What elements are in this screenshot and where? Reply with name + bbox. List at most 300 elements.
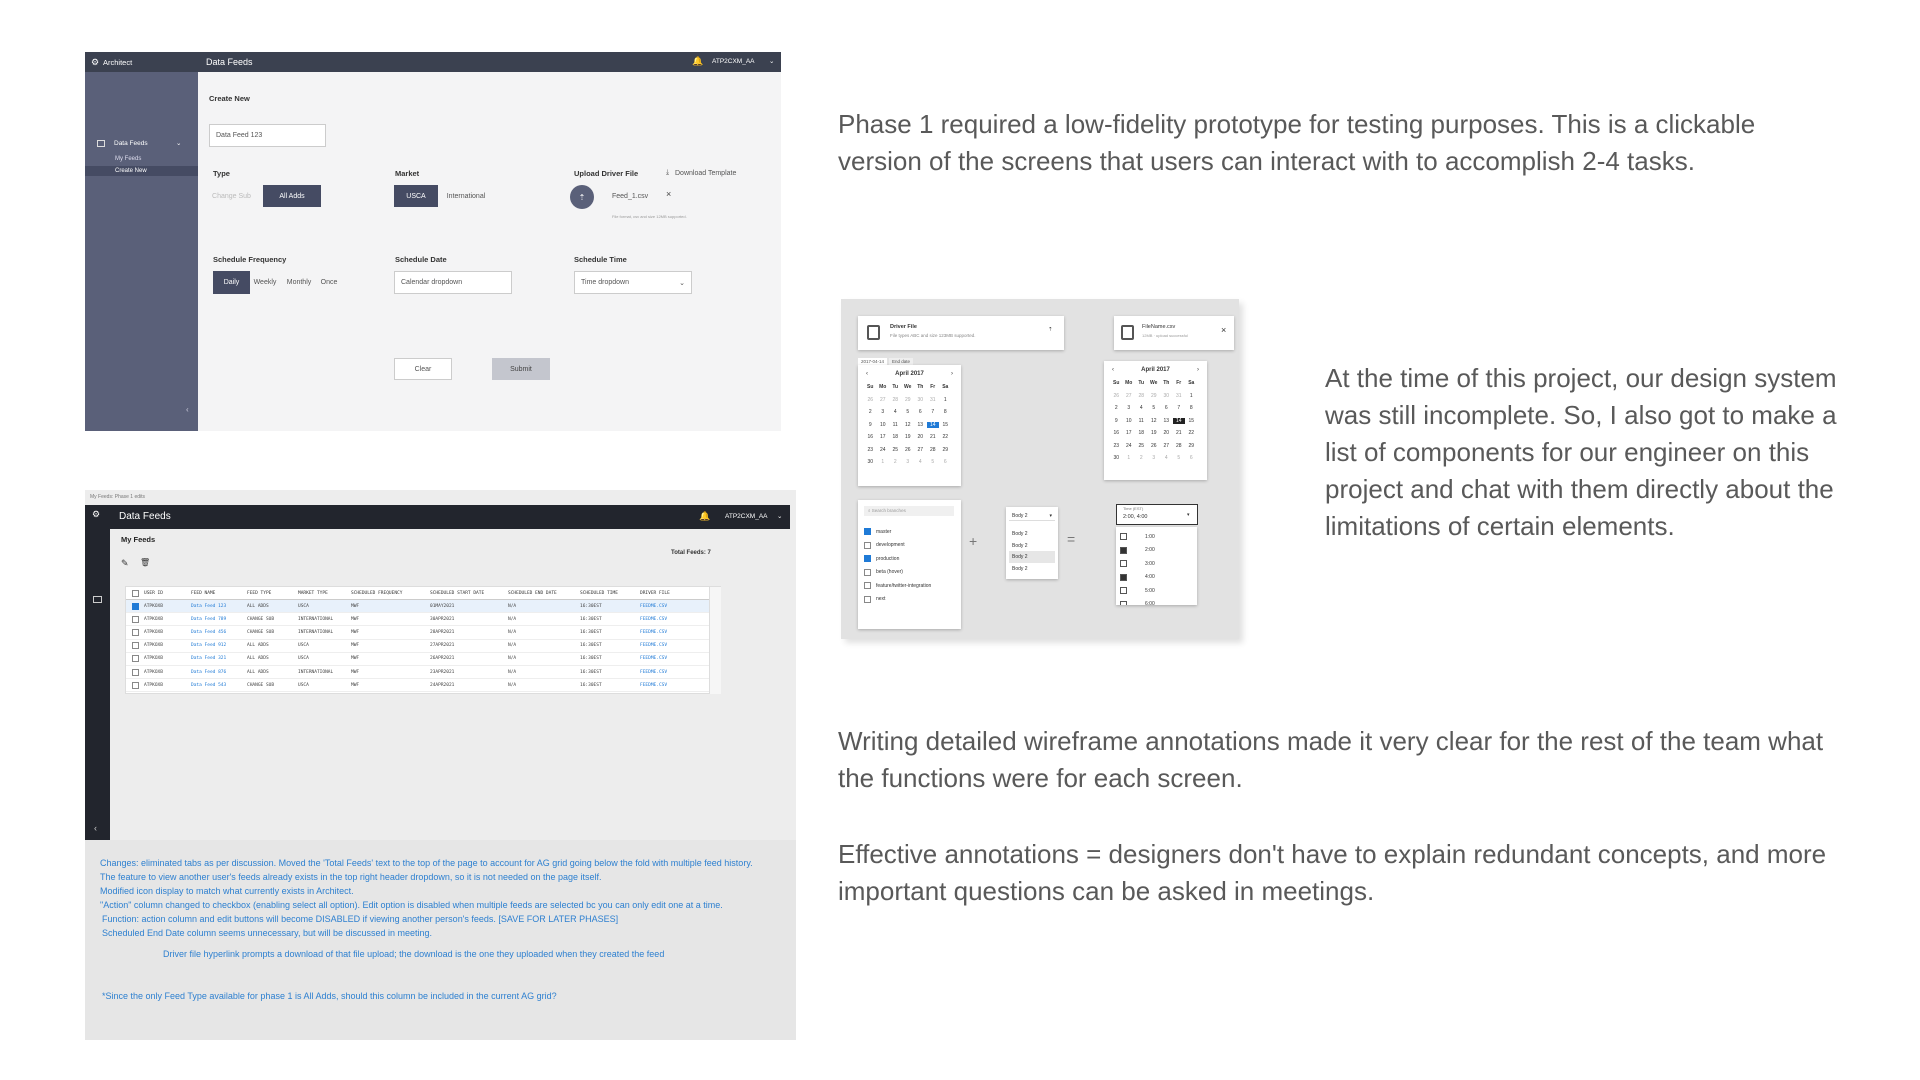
calendar-day[interactable]: 23	[1113, 442, 1120, 449]
time-label: Time (EST)	[1123, 506, 1144, 511]
calendar-day[interactable]: 3	[881, 409, 885, 416]
col-user-id[interactable]: USER ID	[144, 590, 163, 596]
feed-name-link[interactable]: Data Feed 123	[191, 603, 227, 609]
calendar-day[interactable]: 15	[942, 421, 949, 428]
weekday-label: Sa	[1188, 380, 1195, 387]
page-title: Data Feeds	[206, 57, 253, 67]
time-option[interactable]	[1120, 557, 1155, 571]
table-cell: USCA	[298, 656, 309, 662]
bell-icon[interactable]: 🔔	[699, 511, 711, 521]
tab-start-date[interactable]: 2017-04-14	[858, 358, 887, 365]
table-cell: MWF	[351, 629, 360, 635]
calendar-day[interactable]: 18	[1138, 430, 1145, 437]
page-title: Data Feeds	[119, 511, 171, 522]
table-cell: MWF	[351, 682, 360, 688]
time-select[interactable]	[1116, 504, 1198, 525]
chevron-down-icon: ⌄	[679, 279, 685, 287]
close-icon[interactable]: ×	[666, 189, 672, 199]
row-checkbox[interactable]	[132, 642, 139, 649]
table-cell: INTERNATIONAL	[298, 629, 334, 635]
table-cell: 16:30EST	[580, 616, 602, 622]
calendar-day[interactable]: 28	[1175, 442, 1182, 449]
annotation: "Action" column changed to checkbox (enabling select all option). Edit option is disabled when multiple feeds are selected bc you can only edit one at a time.	[100, 900, 723, 910]
type-label: Type	[213, 169, 230, 178]
card-title: Driver File	[890, 324, 917, 330]
calendar-day[interactable]: 21	[1175, 430, 1182, 437]
download-template-link[interactable]: Download Template	[675, 170, 737, 177]
row-checkbox[interactable]	[132, 603, 139, 610]
weekday-label: Sa	[942, 384, 949, 391]
sidebar-item-create-new[interactable]	[85, 166, 198, 176]
calendar-day[interactable]: 2	[1139, 455, 1143, 462]
sidebar-item-label: Create New	[115, 168, 147, 174]
sidebar	[85, 505, 110, 840]
calendar-day[interactable]: 4	[1139, 405, 1143, 412]
table-cell: 16:30EST	[580, 669, 602, 675]
calendar-day[interactable]: 6	[943, 459, 947, 466]
row-checkbox[interactable]	[132, 682, 139, 689]
calendar-day[interactable]: 19	[904, 434, 911, 441]
row-checkbox[interactable]	[132, 616, 139, 623]
prev-month-icon[interactable]: ‹	[866, 371, 868, 377]
frequency-label: Schedule Frequency	[213, 255, 287, 264]
close-icon[interactable]: ×	[1221, 325, 1227, 335]
driver-file-link[interactable]: FEEDME.CSV	[640, 682, 668, 688]
chevron-down-icon[interactable]: ⌄	[769, 58, 775, 65]
table-cell: 30APR2021	[430, 616, 455, 622]
calendar-day[interactable]: 5	[931, 459, 935, 466]
branch-item[interactable]	[864, 593, 931, 607]
schedule-time-dropdown[interactable]	[574, 271, 692, 294]
type-change-sub[interactable]: Change Sub	[212, 192, 251, 200]
page-heading: My Feeds	[121, 535, 156, 544]
calendar-day[interactable]: 24	[879, 446, 886, 453]
month-label: April 2017	[895, 371, 924, 377]
chevron-down-icon[interactable]: ⌄	[777, 513, 783, 520]
tab-end-date[interactable]: End date	[889, 358, 913, 365]
file-icon	[867, 325, 880, 340]
col-start-date[interactable]: SCHEDULED START DATE	[430, 590, 485, 596]
chevron-down-icon[interactable]: ⌄	[176, 140, 182, 147]
driver-file-card	[858, 316, 1064, 350]
time-value: 2:00, 4:00	[1123, 514, 1148, 520]
calendar-day[interactable]: 27	[1163, 442, 1170, 449]
calendar-day[interactable]: 13	[1163, 417, 1170, 424]
table-cell: ATPKOXB	[144, 603, 163, 609]
user-menu[interactable]: ATP2CXM_AA	[725, 513, 768, 520]
calendar-dark	[1104, 361, 1207, 480]
calendar-day[interactable]: 4	[1164, 455, 1168, 462]
table-cell: 01MAY2021	[430, 603, 455, 609]
file-icon	[1121, 325, 1134, 340]
select-all-checkbox[interactable]	[132, 590, 139, 597]
table-cell: ALL ADDS	[247, 669, 269, 675]
table-cell: ATPKOXB	[144, 669, 163, 675]
col-time[interactable]: SCHEDULED TIME	[580, 590, 618, 596]
branch-item[interactable]	[864, 566, 931, 580]
frequency-once[interactable]: Once	[320, 279, 338, 286]
month-label: April 2017	[1141, 367, 1170, 373]
sidebar-section[interactable]: Data Feeds	[114, 140, 148, 147]
row-checkbox[interactable]	[132, 629, 139, 636]
equals-sign: =	[1067, 531, 1076, 547]
table-row[interactable]	[126, 653, 720, 666]
feed-name-link[interactable]: Data Feed 456	[191, 629, 227, 635]
annotation: The feature to view another user's feeds already exists in the top right header dropdown, so it is not needed on the page itself.	[100, 872, 602, 882]
time-checkbox[interactable]	[1120, 547, 1127, 554]
top-bar	[85, 505, 790, 529]
calendar-day[interactable]: 4	[918, 459, 922, 466]
market-usca[interactable]: USCA	[394, 185, 438, 207]
table-cell: N/A	[508, 656, 517, 662]
table-cell: N/A	[508, 669, 517, 675]
calendar-day[interactable]: 1	[1127, 455, 1131, 462]
driver-file-link[interactable]: FEEDME.CSV	[640, 656, 668, 662]
calendar-day[interactable]: 1	[943, 396, 947, 403]
table-cell: ALL ADDS	[247, 656, 269, 662]
calendar-day[interactable]: 1	[881, 459, 885, 466]
calendar-day[interactable]: 10	[879, 421, 886, 428]
bell-icon[interactable]: 🔔	[692, 56, 704, 66]
calendar-day[interactable]: 22	[1188, 430, 1195, 437]
time-checkbox[interactable]	[1120, 587, 1127, 594]
calendar-day[interactable]: 24	[1125, 442, 1132, 449]
weekday-label: Th	[917, 384, 924, 391]
frequency-daily[interactable]: Daily	[213, 271, 250, 294]
branch-checkbox[interactable]	[864, 542, 871, 549]
branch-checkbox[interactable]	[864, 596, 871, 603]
search-placeholder: Search branches	[871, 508, 906, 513]
calendar-day[interactable]: 21	[929, 434, 936, 441]
weekday-label: Fr	[1176, 380, 1182, 387]
components-sheet	[841, 299, 1239, 639]
my-feeds-screenshot	[85, 490, 796, 840]
calendar-day[interactable]: 6	[918, 409, 922, 416]
annotation: *Since the only Feed Type available for phase 1 is All Adds, should this column be included in the current AG grid?	[102, 991, 557, 1001]
col-end-date[interactable]: SCHEDULED END DATE	[508, 590, 557, 596]
table-cell: N/A	[508, 616, 517, 622]
calendar-day[interactable]: 14	[927, 422, 940, 428]
table-cell: 23APR2021	[430, 669, 455, 675]
branch-checkbox[interactable]	[864, 555, 871, 562]
time-checkbox[interactable]	[1120, 601, 1127, 605]
driver-file-link[interactable]: FEEDME.CSV	[640, 669, 668, 675]
grid-header	[126, 587, 720, 600]
weekday-label: Tu	[892, 384, 899, 391]
trash-icon[interactable]: 🗑	[140, 558, 151, 567]
table-cell: ATPKOXB	[144, 643, 163, 649]
calendar-day[interactable]: 5	[1177, 455, 1181, 462]
app-name: Architect	[103, 58, 133, 67]
calendar-day[interactable]: 3	[1152, 455, 1156, 462]
file-uploaded-card	[1114, 316, 1234, 350]
calendar-day[interactable]: 29	[1150, 392, 1157, 399]
calendar-day[interactable]: 30	[917, 396, 924, 403]
table-cell: USCA	[298, 682, 309, 688]
calendar-day[interactable]: 30	[1163, 392, 1170, 399]
weekday-label: Tu	[1138, 380, 1145, 387]
time-option[interactable]	[1120, 598, 1155, 606]
table-row[interactable]	[126, 679, 720, 692]
schedule-date-dropdown[interactable]: Calendar dropdown	[394, 271, 512, 294]
time-option[interactable]	[1120, 530, 1155, 544]
driver-file-link[interactable]: FEEDME.CSV	[640, 603, 668, 609]
calendar-day[interactable]: 14	[1173, 418, 1186, 424]
card-title: FileName.csv	[1142, 324, 1176, 330]
feed-name-link[interactable]: Data Feed 912	[191, 643, 227, 649]
calendar-day[interactable]: 16	[867, 434, 874, 441]
uploaded-file-name: Feed_1.csv	[612, 193, 649, 200]
calendar-day[interactable]: 6	[1164, 405, 1168, 412]
time-option-label: 6:00	[1145, 601, 1155, 605]
paragraph-phase1: Phase 1 required a low-fidelity prototype for testing purposes. This is a clickable version of the screens that users can interact with to accomplish 2-4 tasks.	[838, 109, 1756, 176]
market-international[interactable]: International	[446, 192, 486, 200]
card-sub: File types ABC and size 123MB supported.	[890, 333, 976, 338]
calendar-day[interactable]: 28	[929, 446, 936, 453]
screen-caption: My Feeds: Phase 1 edits	[90, 494, 146, 500]
col-feed-type[interactable]: FEED TYPE	[247, 590, 272, 596]
feeds-icon[interactable]	[93, 596, 102, 603]
calendar-day[interactable]: 2	[893, 459, 897, 466]
download-icon[interactable]: ⤓	[666, 169, 670, 176]
weekday-label: We	[1150, 380, 1158, 387]
weekday-label: We	[904, 384, 912, 391]
collapse-icon[interactable]: ‹	[186, 405, 189, 414]
calendar-day[interactable]: 19	[1150, 430, 1157, 437]
feed-name-input[interactable]: Data Feed 123	[209, 124, 326, 147]
calendar-day[interactable]: 12	[1150, 417, 1157, 424]
table-cell: N/A	[508, 643, 517, 649]
calendar-day[interactable]: 11	[892, 421, 898, 428]
upload-icon[interactable]: ⇡	[1048, 327, 1053, 333]
columns-tool-panel[interactable]	[709, 587, 721, 694]
sidebar-item-my-feeds[interactable]: My Feeds	[115, 156, 142, 162]
col-driver-file[interactable]: DRIVER FILE	[640, 590, 670, 596]
dropdown-options	[1009, 528, 1055, 574]
next-month-icon[interactable]: ›	[1197, 367, 1199, 373]
calendar-day[interactable]: 20	[1163, 430, 1170, 437]
calendar-day[interactable]: 8	[1189, 405, 1193, 412]
table-cell: ALL ADDS	[247, 643, 269, 649]
calendar-day[interactable]: 26	[867, 396, 874, 403]
feed-name-link[interactable]: Data Feed 321	[191, 656, 227, 662]
col-market-type[interactable]: MARKET TYPE	[298, 590, 328, 596]
calendar-day[interactable]: 31	[929, 396, 936, 403]
create-feed-screenshot	[85, 52, 781, 431]
calendar-day[interactable]: 29	[904, 396, 911, 403]
driver-file-link[interactable]: FEEDME.CSV	[640, 629, 668, 635]
branch-label: development	[876, 542, 905, 549]
time-option[interactable]	[1120, 584, 1155, 598]
upload-label: Upload Driver File	[574, 169, 639, 178]
table-cell: MWF	[351, 603, 360, 609]
calendar-day[interactable]: 15	[1188, 417, 1195, 424]
feed-name-link[interactable]: Data Feed 789	[191, 616, 227, 622]
top-bar	[85, 52, 781, 72]
row-checkbox[interactable]	[132, 669, 139, 676]
calendar-day[interactable]: 22	[942, 434, 949, 441]
calendar-day[interactable]: 25	[892, 446, 899, 453]
dropdown-value[interactable]	[1009, 510, 1055, 521]
calendar-day[interactable]: 25	[1138, 442, 1145, 449]
calendar-day[interactable]: 3	[906, 459, 910, 466]
calendar-day[interactable]: 17	[879, 434, 886, 441]
calendar-day[interactable]: 11	[1138, 417, 1144, 424]
table-row[interactable]	[126, 640, 720, 653]
time-option[interactable]	[1120, 571, 1155, 585]
table-cell: ATPKOXB	[144, 616, 163, 622]
upload-icon[interactable]: ⇡	[570, 185, 594, 209]
branch-list	[858, 500, 961, 629]
calendar-day[interactable]: 27	[1125, 392, 1132, 399]
calendar-day[interactable]: 9	[1114, 417, 1118, 424]
calendar-day[interactable]: 26	[904, 446, 911, 453]
annotation: Changes: eliminated tabs as per discussion. Moved the 'Total Feeds' text to the top of the page to account for AG grid going below the fold with multiple feed history.	[100, 858, 753, 868]
time-checkbox[interactable]	[1120, 574, 1127, 581]
time-option-label: 1:00	[1145, 533, 1155, 540]
calendar-day[interactable]: 20	[917, 434, 924, 441]
time-options	[1116, 527, 1197, 605]
calendar-day[interactable]: 2	[868, 409, 872, 416]
dropdown-option[interactable]: Body 2	[1012, 542, 1028, 549]
calendar-day[interactable]: 28	[1138, 392, 1145, 399]
weekday-label: Fr	[930, 384, 936, 391]
calendar-day[interactable]: 5	[1152, 405, 1156, 412]
submit-button[interactable]: Submit	[492, 358, 550, 380]
calendar-day[interactable]: 12	[904, 421, 911, 428]
calendar-day[interactable]: 5	[906, 409, 910, 416]
row-checkbox[interactable]	[132, 655, 139, 662]
next-month-icon[interactable]: ›	[951, 371, 953, 377]
caret-down-icon: ▾	[1049, 513, 1052, 519]
table-row[interactable]	[126, 600, 720, 613]
paragraph-annotations: Writing detailed wireframe annotations made it very clear for the rest of the team what the functions were for each screen.	[838, 726, 1824, 793]
table-cell: 16:30EST	[580, 682, 602, 688]
weekday-label: Mo	[1125, 380, 1133, 387]
weekday-label: Th	[1163, 380, 1170, 387]
calendar-day[interactable]: 7	[931, 409, 935, 416]
calendar-day[interactable]: 4	[893, 409, 897, 416]
calendar-day[interactable]: 10	[1125, 417, 1132, 424]
annotation: Modified icon display to match what currently exists in Architect.	[100, 886, 354, 896]
table-cell: MWF	[351, 643, 360, 649]
calendar-day[interactable]: 16	[1113, 430, 1120, 437]
calendar-day[interactable]: 23	[867, 446, 874, 453]
branch-checkbox[interactable]	[864, 582, 871, 589]
driver-file-link[interactable]: FEEDME.CSV	[640, 616, 668, 622]
time-option-list	[1120, 530, 1155, 605]
frequency-weekly[interactable]: Weekly	[253, 279, 277, 286]
col-feed-name[interactable]: FEED NAME	[191, 590, 216, 596]
feed-name-link[interactable]: Data Feed 876	[191, 669, 227, 675]
branch-item[interactable]	[864, 552, 931, 566]
calendar-day[interactable]: 27	[917, 446, 924, 453]
time-option-label: 2:00	[1145, 547, 1155, 554]
search-icon: ⌕	[868, 508, 871, 513]
page-heading: Create New	[209, 94, 250, 103]
type-all-adds[interactable]: All Adds	[263, 185, 321, 207]
calendar-day[interactable]: 26	[1113, 392, 1120, 399]
calendar-day[interactable]: 26	[1150, 442, 1157, 449]
time-checkbox[interactable]	[1120, 560, 1127, 567]
table-row[interactable]	[126, 626, 720, 639]
paragraph-effective: Effective annotations = designers don't have to explain redundant concepts, and more important questions can be asked in meetings.	[838, 839, 1827, 906]
prev-month-icon[interactable]: ‹	[1112, 367, 1114, 373]
branch-checkbox[interactable]	[864, 569, 871, 576]
annotation: Scheduled End Date column seems unnecessary, but will be discussed in meeting.	[102, 928, 433, 938]
dropdown-value-text: Body 2	[1012, 513, 1028, 519]
calendar-day[interactable]: 30	[867, 459, 874, 466]
collapse-icon[interactable]: ‹	[94, 823, 97, 833]
calendar-day[interactable]: 7	[1177, 405, 1181, 412]
calendar-day[interactable]: 2	[1114, 405, 1118, 412]
calendar-blue	[858, 365, 961, 486]
user-menu[interactable]: ATP2CXM_AA	[712, 58, 755, 65]
branch-checkbox[interactable]	[864, 528, 871, 535]
calendar-day[interactable]: 27	[879, 396, 886, 403]
table-cell: ALL ADDS	[247, 603, 269, 609]
calendar-day[interactable]: 9	[868, 421, 872, 428]
paragraph-design-system: At the time of this project, our design system was still incomplete. So, I also got to make a list of components for our engineer on this project and chat with them directly about the limitations of certain elements.	[1325, 363, 1837, 541]
feed-name-link[interactable]: Data Feed 543	[191, 682, 227, 688]
feeds-icon	[97, 140, 105, 147]
calendar-day[interactable]: 1	[1189, 392, 1193, 399]
table-cell: 24APR2021	[430, 682, 455, 688]
table-cell: 16:30EST	[580, 656, 602, 662]
table-cell: MWF	[351, 656, 360, 662]
table-cell: ATPKOXB	[144, 682, 163, 688]
annotation: Function: action column and edit buttons will become DISABLED if viewing another person's feeds. [SAVE FOR LATER PHASES]	[102, 914, 619, 924]
calendar-day[interactable]: 6	[1189, 455, 1193, 462]
calendar-day[interactable]: 28	[892, 396, 899, 403]
dropdown-option[interactable]: Body 2	[1009, 551, 1055, 563]
clear-button[interactable]: Clear	[394, 358, 452, 380]
branch-item[interactable]	[864, 525, 931, 539]
table-row[interactable]	[126, 613, 720, 626]
dropdown-option[interactable]: Body 2	[1012, 565, 1028, 572]
calendar-day[interactable]: 29	[1188, 442, 1195, 449]
table-cell: N/A	[508, 629, 517, 635]
branch-item[interactable]	[864, 579, 931, 593]
calendar-day[interactable]: 30	[1113, 455, 1120, 462]
calendar-day[interactable]: 29	[942, 446, 949, 453]
branch-items	[864, 525, 931, 606]
dropdown-option[interactable]: Body 2	[1012, 531, 1028, 537]
calendar-day[interactable]: 8	[943, 409, 947, 416]
branch-item[interactable]	[864, 539, 931, 553]
frequency-monthly[interactable]: Monthly	[286, 279, 312, 286]
time-option[interactable]	[1120, 544, 1155, 558]
table-cell: INTERNATIONAL	[298, 669, 334, 675]
time-checkbox[interactable]	[1120, 533, 1127, 540]
architect-logo-icon: ⚙	[91, 57, 100, 67]
driver-file-link[interactable]: FEEDME.CSV	[640, 643, 668, 649]
calendar-day[interactable]: 3	[1127, 405, 1131, 412]
col-frequency[interactable]: SCHEDULED FREQUENCY	[351, 590, 403, 596]
calendar-day[interactable]: 18	[892, 434, 899, 441]
table-cell: N/A	[508, 682, 517, 688]
table-cell: INTERNATIONAL	[298, 616, 334, 622]
calendar-day[interactable]: 31	[1175, 392, 1182, 399]
search-input[interactable]	[864, 506, 954, 516]
edit-icon[interactable]: ✎	[121, 558, 129, 568]
table-row[interactable]	[126, 666, 720, 679]
calendar-day[interactable]: 13	[917, 421, 924, 428]
calendar-day[interactable]: 17	[1125, 430, 1132, 437]
weekday-label: Su	[867, 384, 874, 391]
table-cell: 16:30EST	[580, 643, 602, 649]
table-cell: 28APR2021	[430, 629, 455, 635]
